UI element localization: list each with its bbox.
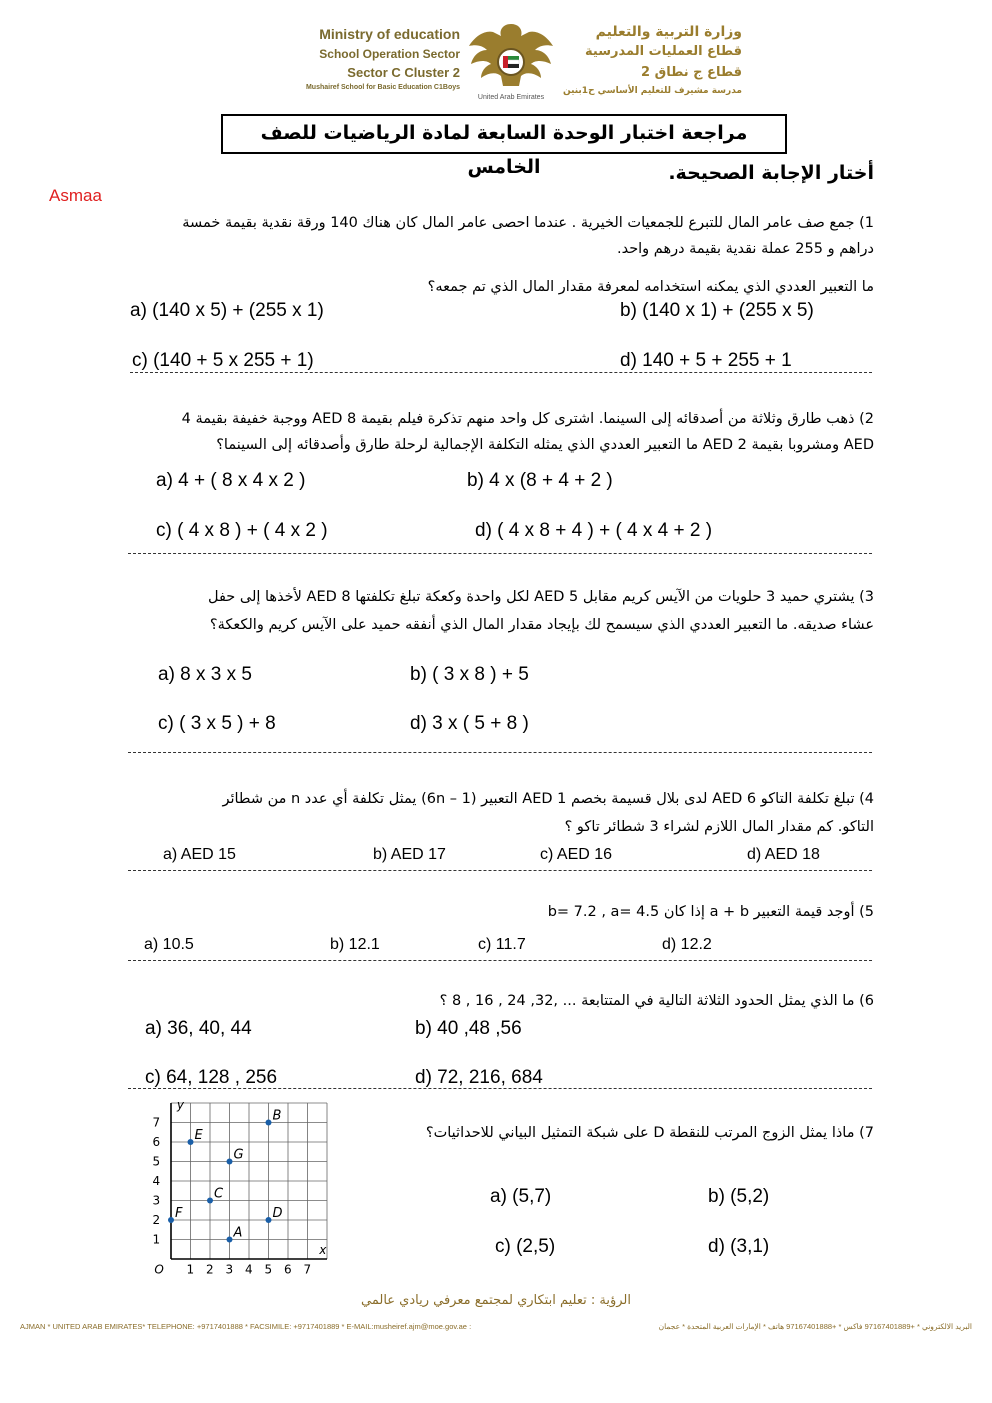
question-3-option-b[interactable]: b) ( 3 x 8 ) + 5 <box>410 664 529 685</box>
question-1-prompt: ما التعبير العددي الذي يمكنه استخدامه لمعرفة مقدار المال الذي تم جمعه؟ <box>427 279 874 295</box>
x-tick-label: 2 <box>206 1262 214 1277</box>
y-tick-label: 1 <box>152 1232 161 1247</box>
point-label-b: B <box>272 1108 282 1124</box>
emblem-caption: United Arab Emirates <box>477 94 545 101</box>
question-4-text <box>120 785 874 841</box>
y-axis-label: y <box>176 1102 184 1112</box>
header-ar-line-1: وزارة التربية والتعليم <box>595 24 742 40</box>
point-a <box>227 1237 233 1243</box>
y-tick-label: 4 <box>152 1174 161 1188</box>
question-3-option-d[interactable]: d) 3 x ( 5 + 8 ) <box>410 713 529 734</box>
question-3-option-a[interactable]: a) 8 x 3 x 5 <box>158 664 252 685</box>
point-label-f: F <box>175 1206 183 1221</box>
question-4-line-2: التاكو. كم مقدار المال اللازم لشراء 3 شطائر تاكو ؟ <box>564 819 874 835</box>
divider <box>128 960 872 961</box>
question-2-option-b[interactable]: b) 4 x (8 + 4 + 2 ) <box>467 470 613 491</box>
point-d <box>266 1217 272 1223</box>
x-tick-label: 6 <box>284 1262 292 1277</box>
point-label-a: A <box>233 1225 243 1241</box>
point-label-d: D <box>272 1206 283 1221</box>
question-3-line-1: 3) يشتري حميد 3 حلويات من الآيس كريم مقابل AED 5 لكل واحدة وكعكة تبلغ تكلفتها AED 8 لأخذها إلى حفل <box>207 589 874 605</box>
x-axis-label: x <box>319 1243 327 1258</box>
question-4-option-b[interactable]: b) AED 17 <box>373 846 446 863</box>
question-4-option-d[interactable]: d) AED 18 <box>747 846 820 863</box>
author-name: Asmaa <box>49 186 102 205</box>
uae-emblem <box>463 16 559 104</box>
question-4-option-c[interactable]: c) AED 16 <box>540 846 613 863</box>
point-f <box>168 1217 174 1223</box>
header-en-line-1: Ministry of education <box>319 26 460 42</box>
question-7-option-b[interactable]: b) (5,2) <box>708 1186 770 1207</box>
question-1-line-1: 1) جمع صف عامر المال للتبرع للجمعيات الخيرية . عندما احصى عامر المال كان هناك 140 ورقة نقدية بقيمة خمسة <box>182 215 874 231</box>
question-7-option-d[interactable]: d) (3,1) <box>708 1236 770 1257</box>
question-2-line-1: 2) ذهب طارق وثلاثة من أصدقائه إلى السينما. اشترى كل واحد منهم تذكرة فيلم بقيمة AED 8 ووجبة خفيفة بقيمة 4 <box>181 411 874 427</box>
point-b <box>266 1120 272 1126</box>
divider <box>128 1088 872 1089</box>
question-5-option-a[interactable]: a) 10.5 <box>144 936 194 953</box>
question-1-option-b[interactable]: b) (140 x 1) + (255 x 5) <box>620 300 814 321</box>
origin-label: O <box>154 1262 164 1277</box>
point-g <box>227 1159 233 1165</box>
question-2-option-a[interactable]: a) 4 + ( 8 x 4 x 2 ) <box>156 470 306 491</box>
y-tick-label: 5 <box>152 1154 161 1169</box>
x-tick-label: 7 <box>303 1262 312 1277</box>
header-ar-line-4: مدرسة مشيرف للتعليم الأساسي ح1بنين <box>562 86 742 96</box>
question-7-text: 7) ماذا يمثل الزوج المرتب للنقطة D على شبكة التمثيل البياني للاحداثيات؟ <box>425 1125 874 1141</box>
question-5-text: 5) أوجد قيمة التعبير a + b إذا كان b= 7.2 , a= 4.5 <box>547 904 874 920</box>
divider <box>128 553 872 554</box>
y-tick-label: 2 <box>152 1213 161 1227</box>
point-label-c: C <box>214 1186 224 1202</box>
question-5-option-b[interactable]: b) 12.1 <box>330 936 380 953</box>
question-5-option-c[interactable]: c) 11.7 <box>478 936 526 953</box>
x-tick-label: 4 <box>245 1262 253 1277</box>
question-4-option-a[interactable]: a) AED 15 <box>163 846 236 863</box>
point-label-e: E <box>194 1128 203 1143</box>
x-tick-label: 1 <box>186 1262 195 1277</box>
question-6-option-a[interactable]: a) 36, 40, 44 <box>145 1018 252 1039</box>
header-en-line-2: School Operation Sector <box>319 47 460 61</box>
header <box>0 0 992 110</box>
question-2-text <box>120 406 874 458</box>
question-2-line-2: AED ومشروبا بقيمة AED 2 ما التعبير العددي الذي يمثله التكلفة الإجمالية لرحلة طارق وأصدقائه إلى السينما؟ <box>216 437 874 453</box>
question-6-option-b[interactable]: b) 40 ,48 ,56 <box>415 1018 522 1039</box>
question-1-option-d[interactable]: d) 140 + 5 + 255 + 1 <box>620 350 792 371</box>
question-3-text <box>120 583 874 639</box>
point-label-g: G <box>233 1147 244 1163</box>
header-en-line-4: Mushairef School for Basic Education C1Boys <box>305 84 460 91</box>
header-en-line-3: Sector C Cluster 2 <box>347 65 460 80</box>
question-4-line-1: 4) تبلغ تكلفة التاكو AED 6 لدى بلال قسيمة بخصم AED 1 التعبير (6n – 1) يمثل تكلفة أي عدد n من شطائر <box>222 791 874 807</box>
question-2-option-d[interactable]: d) ( 4 x 8 + 4 ) + ( 4 x 4 + 2 ) <box>475 520 713 541</box>
y-tick-label: 7 <box>152 1115 161 1130</box>
question-6-option-c[interactable]: c) 64, 128 , 256 <box>145 1067 278 1088</box>
page-title: مراجعة اختبار الوحدة السابعة لمادة الرياضيات للصف الخامس <box>221 114 787 154</box>
falcon-emblem-icon <box>463 16 559 104</box>
x-tick-label: 5 <box>264 1262 273 1277</box>
question-3-option-c[interactable]: c) ( 3 x 5 ) + 8 <box>158 713 276 734</box>
coordinate-grid-chart <box>150 1102 340 1282</box>
question-1-option-a[interactable]: a) (140 x 5) + (255 x 1) <box>130 300 324 321</box>
footer-contact-ar: البريد الالكتروني * +97167401889 فاكس * +97167401888 هاتف * الإمارات العربية المتحدة * عجمان <box>658 1322 972 1331</box>
instruction: أختار الإجابة الصحيحة. <box>668 162 874 184</box>
header-ar-line-2: قطاع العمليات المدرسية <box>585 44 742 59</box>
question-6-option-d[interactable]: d) 72, 216, 684 <box>415 1067 543 1088</box>
divider <box>128 752 872 753</box>
question-3-line-2: عشاء صديقه. ما التعبير العددي الذي سيسمح لك بإيجاد مقدار المال الذي أنفقه حميد على الآيس كريم والكعكة؟ <box>209 617 874 633</box>
question-1-text <box>120 210 874 262</box>
y-tick-label: 6 <box>152 1135 161 1149</box>
question-1-option-c[interactable]: c) (140 + 5 x 255 + 1) <box>132 350 314 371</box>
question-5-option-d[interactable]: d) 12.2 <box>662 936 712 953</box>
point-c <box>207 1198 213 1204</box>
point-e <box>188 1139 194 1145</box>
divider <box>128 870 872 871</box>
question-6-text: 6) ما الذي يمثل الحدود الثلاثة التالية في المتتابعة ... ,32, 24 , 16 , 8 ؟ <box>439 993 874 1009</box>
header-ar-line-3: قطاع ج نطاق 2 <box>641 65 742 80</box>
question-7-option-c[interactable]: c) (2,5) <box>495 1236 556 1257</box>
footer-vision: الرؤية : تعليم ابتكاري لمجتمع معرفي ريادي عالمي <box>361 1293 631 1308</box>
footer-contact-en: AJMAN * UNITED ARAB EMIRATES* TELEPHONE: +9717401888 * FACSIMILE: +9717401889 * E-MAIL:musheiref.ajm@moe.gov.ae : <box>20 1322 472 1331</box>
x-tick-label: 3 <box>225 1262 234 1277</box>
question-2-option-c[interactable]: c) ( 4 x 8 ) + ( 4 x 2 ) <box>156 520 328 541</box>
question-7-option-a[interactable]: a) (5,7) <box>490 1186 552 1207</box>
divider <box>130 372 872 373</box>
question-1-line-2: دراهم و 255 عملة نقدية بقيمة درهم واحد. <box>616 241 874 257</box>
y-tick-label: 3 <box>152 1193 161 1208</box>
